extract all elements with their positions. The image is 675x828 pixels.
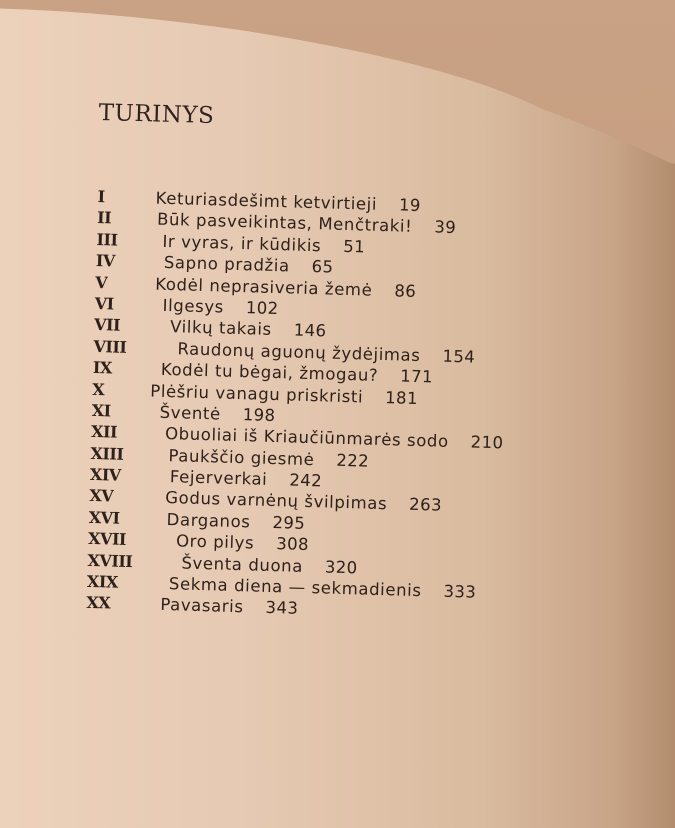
- chapter-numeral: XX: [86, 593, 111, 613]
- chapter-numeral: XII: [90, 422, 118, 442]
- chapter-page-number: 320: [324, 557, 358, 578]
- chapter-title: Darganos: [166, 509, 251, 532]
- chapter-page-number: 65: [311, 257, 334, 277]
- chapter-title: Kodėl tu bėgai, žmogau?: [160, 359, 379, 386]
- chapter-page-number: 51: [342, 236, 366, 257]
- chapter-page-number: 295: [272, 512, 306, 533]
- chapter-numeral: III: [96, 229, 118, 250]
- chapter-title: Obuoliai iš Kriaučiūnmarės sodo: [164, 424, 449, 452]
- chapter-numeral: X: [92, 379, 105, 399]
- chapter-title: Godus varnėnų švilpimas: [165, 488, 388, 514]
- chapter-numeral: XVII: [87, 529, 127, 550]
- chapter-title: Paukščio giesmė: [168, 445, 315, 469]
- chapter-numeral: VI: [94, 293, 114, 314]
- chapter-numeral: VIII: [93, 336, 127, 357]
- chapter-numeral: XVI: [88, 507, 120, 528]
- chapter-page-number: 39: [434, 217, 457, 238]
- chapter-title: Raudonų aguonų žydėjimas: [177, 339, 421, 365]
- chapter-title: Sapno pradžia: [163, 253, 290, 276]
- chapter-title: Būk pasveikintas, Menčtraki!: [156, 210, 413, 237]
- chapter-title: Fejerverkai: [169, 467, 268, 489]
- chapter-title: Šventė: [159, 402, 222, 424]
- chapter-numeral: IX: [92, 358, 113, 378]
- chapter-page-number: 242: [289, 470, 323, 491]
- chapter-title: Šventa duona: [181, 553, 304, 576]
- chapter-title: Vilkų takais: [169, 317, 273, 340]
- chapter-title: Kodėl neprasiveria žemė: [155, 274, 373, 300]
- chapter-numeral: XIV: [89, 464, 122, 485]
- chapter-numeral: XV: [89, 486, 114, 507]
- chapter-page-number: 343: [265, 598, 299, 619]
- chapter-page-number: 19: [398, 195, 422, 216]
- chapter-page-number: 263: [408, 495, 443, 516]
- chapter-numeral: IV: [95, 251, 116, 271]
- chapter-page-number: 146: [293, 320, 327, 341]
- chapter-title: Sekma diena — sekmadienis: [168, 574, 422, 601]
- chapter-numeral: V: [95, 272, 108, 292]
- chapter-numeral: XI: [91, 400, 111, 421]
- table-of-contents: [86, 186, 510, 625]
- chapter-title: Ir vyras, ir kūdikis: [162, 231, 322, 256]
- chapter-page-number: 333: [443, 581, 477, 602]
- chapter-title: Keturiasdešimt ketvirtieji: [155, 188, 378, 214]
- chapter-page-number: 181: [384, 387, 419, 408]
- chapter-title: Oro pilys: [175, 531, 255, 553]
- chapter-numeral: XIII: [90, 443, 124, 464]
- chapter-numeral: XVIII: [87, 550, 133, 571]
- chapter-page-number: 102: [245, 298, 279, 319]
- chapter-page-number: 86: [394, 280, 417, 301]
- chapter-numeral: XIX: [86, 571, 119, 592]
- chapter-page-number: 198: [242, 405, 276, 425]
- chapter-title: Pavasaris: [160, 595, 244, 617]
- page-title: TURINYS: [98, 100, 215, 130]
- chapter-page-number: 154: [442, 346, 476, 367]
- chapter-page-number: 171: [399, 366, 434, 387]
- chapter-title: Plėšriu vanagu priskristi: [150, 381, 364, 406]
- chapter-page-number: 308: [275, 534, 310, 555]
- chapter-numeral: VII: [93, 315, 121, 336]
- chapter-page-number: 210: [470, 432, 504, 453]
- chapter-numeral: II: [96, 208, 112, 228]
- chapter-page-number: 222: [336, 450, 370, 471]
- chapter-title: Ilgesys: [162, 295, 225, 317]
- chapter-numeral: I: [97, 186, 105, 207]
